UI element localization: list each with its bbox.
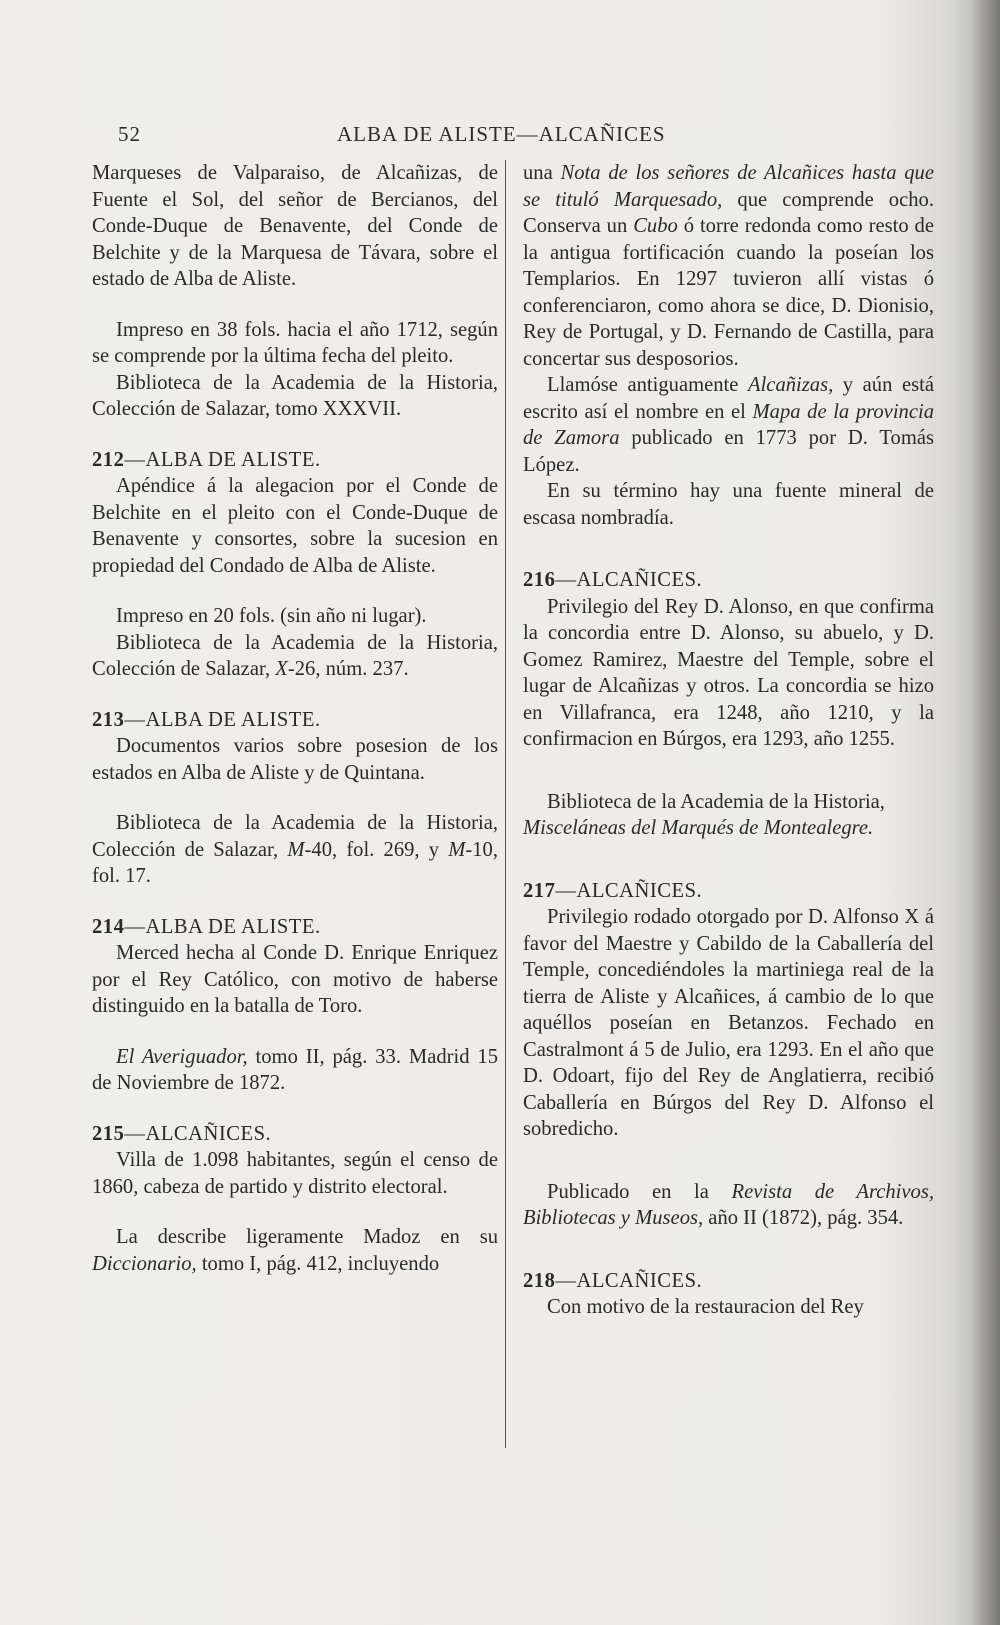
entry-216-title: —ALCAÑICES.	[555, 569, 703, 591]
entry-216-heading	[523, 567, 934, 594]
column-divider	[505, 160, 506, 1448]
intro-impreso: Impreso en 38 fols. hacia el año 1712, según se comprende por la última fecha del pleito.	[92, 318, 498, 367]
cont-b: que comprende ocho. Conserva un	[523, 188, 934, 237]
entry-213-ref2-rest: -10, fol. 17.	[92, 838, 498, 887]
entry-217-text: Privilegio rodado otorgado por D. Alfonso X á favor del Maestre y Cabildo de la Caballería del Temple, concediéndoles la martiniega real de la tierra de Aliste y Alcañices, á cambio de lo que aquéllos poseían en Betanzos. Fechado en Castralmont á 5 de Julio, era 1293. En el año que D. Odoart, fijo del Rey de Anglatierra, recibió Caballería en Búrgos del Rey D. Alfonso el sobredicho.	[523, 906, 934, 1140]
llamose-paragraph	[523, 372, 934, 478]
entry-215-number: 215	[92, 1122, 125, 1145]
entry-214-text: Merced hecha al Conde D. Enrique Enriquez por el Rey Católico, con motivo de haberse distinguido en la batalla de Toro.	[92, 942, 498, 1017]
entry-216-biblioteca: Biblioteca de la Academia de la Historia,	[547, 790, 885, 813]
entry-214-heading	[92, 914, 498, 941]
cont-a: una	[523, 162, 561, 184]
entry-212-ref-letter: X	[275, 658, 288, 680]
entry-217-title: —ALCAÑICES.	[555, 879, 703, 902]
llamose-italic: Alcañizas,	[748, 374, 834, 396]
page-header	[118, 122, 718, 150]
entry-213-ref1-rest: -40, fol. 269, y	[304, 838, 449, 861]
page-edge-shadow	[970, 0, 1000, 1625]
cont-cubo-italic: Cubo	[633, 215, 678, 237]
mapa-italic: Mapa de la provincia de Zamora	[523, 400, 934, 449]
entry-214-source-title: El Averiguador,	[116, 1045, 248, 1068]
llamose-c: publicado en 1773 por D. Tomás López.	[523, 427, 934, 476]
running-title: ALBA DE ALISTE—ALCAÑICES	[337, 122, 666, 146]
page-number: 52	[118, 122, 141, 146]
entry-213-biblioteca-text: Biblioteca de la Academia de la Historia, Colección de Salazar,	[92, 812, 498, 861]
left-column	[92, 160, 498, 1277]
entry-217-number: 217	[523, 879, 556, 902]
entry-212-ref-rest: -26, núm. 237.	[287, 658, 409, 680]
entry-215-madoz-b: tomo I, pág. 412, incluyendo	[196, 1252, 440, 1275]
entry-213-biblioteca	[92, 810, 498, 890]
entry-217-pub-b: año II (1872), pág. 354.	[703, 1207, 904, 1229]
entry-213-title: —ALBA DE ALISTE.	[124, 708, 321, 731]
entry-215-madoz-a: La describe ligeramente Madoz en su	[116, 1226, 498, 1248]
entry-214-source-rest: tomo II, pág. 33. Madrid 15 de Noviembre de 1872.	[92, 1045, 498, 1094]
cont-c: ó torre redonda como resto de la antigua fortificación cuando la poseían los Templarios. En 1297 tuvieron allí vistas ó conferenciaron, como ahora se dice, D. Dionisio, Rey de Portugal, y D. Fernando de Castilla, para concertar sus desposorios.	[523, 215, 934, 370]
entry-215-heading	[92, 1121, 498, 1148]
entry-214-title: —ALBA DE ALISTE.	[124, 915, 321, 938]
entry-213-number: 213	[92, 708, 125, 731]
llamose-a: Llamóse antiguamente	[547, 374, 748, 396]
entry-216-misc	[523, 815, 934, 842]
entry-212-number: 212	[92, 448, 125, 471]
entry-217-pub-a: Publicado en la	[547, 1180, 732, 1203]
fuente-paragraph: En su término hay una fuente mineral de escasa nombradía.	[523, 480, 934, 529]
entry-213-ref2-letter: M	[448, 838, 466, 861]
entry-213-ref1-letter: M	[287, 838, 305, 861]
entry-217-heading	[523, 878, 934, 905]
entry-212-title: —ALBA DE ALISTE.	[124, 448, 321, 471]
entry-218-number: 218	[523, 1269, 556, 1292]
entry-215-madoz-italic: Diccionario,	[92, 1252, 197, 1275]
intro-paragraph: Marqueses de Valparaiso, de Alcañizas, de Fuente el Sol, del señor de Bercianos, del Conde-Duque de Benavente, del Conde de Belchite y de la Marquesa de Távara, sobre el estado de Alba de Aliste.	[92, 162, 498, 290]
continuation-paragraph	[523, 160, 934, 372]
entry-215-title: —ALCAÑICES.	[124, 1122, 272, 1145]
entry-215-text: Villa de 1.098 habitantes, según el censo de 1860, cabeza de partido y distrito electoral.	[92, 1149, 498, 1198]
entry-216-misc-italic: Misceláneas del Marqués de Montealegre.	[523, 817, 874, 839]
entry-212-biblioteca-text: Biblioteca de la Academia de la Historia, Colección de Salazar,	[92, 631, 498, 680]
entry-212-biblioteca	[92, 630, 498, 683]
entry-212-heading	[92, 447, 498, 474]
entry-218-title: —ALCAÑICES.	[555, 1269, 703, 1292]
llamose-b: y aún está escrito así el nombre en el	[523, 374, 934, 423]
entry-214-number: 214	[92, 915, 125, 938]
entry-217-publicado	[523, 1179, 934, 1232]
cont-nota-italic: Nota de los señores de Alcañices hasta que se tituló Marquesado,	[523, 162, 934, 211]
entry-217-pub-italic: Revista de Archivos, Bibliotecas y Museos,	[523, 1180, 934, 1229]
entry-218-heading	[523, 1268, 934, 1295]
entry-216-text: Privilegio del Rey D. Alonso, en que confirma la concordia entre D. Alonso, su abuelo, y D. Gomez Ramirez, Maestre del Temple, sobre el lugar de Alcañizas y otros. La concordia se hizo en Villafranca, era 1248, año 1210, y la confirmacion en Búrgos, era 1293, año 1255.	[523, 595, 934, 750]
entry-212-impreso: Impreso en 20 fols. (sin año ni lugar).	[116, 605, 427, 627]
right-column	[523, 160, 934, 1321]
entry-212-text: Apéndice á la alegacion por el Conde de Belchite en el pleito con el Conde-Duque de Benavente y consortes, sobre la sucesion en propiedad del Condado de Alba de Aliste.	[92, 475, 498, 577]
entry-213-heading	[92, 707, 498, 734]
intro-biblioteca: Biblioteca de la Academia de la Historia, Colección de Salazar, tomo XXXVII.	[92, 371, 498, 420]
entry-214-source	[92, 1044, 498, 1097]
entry-213-text: Documentos varios sobre posesion de los estados en Alba de Aliste y de Quintana.	[92, 735, 498, 784]
entry-218-text: Con motivo de la restauracion del Rey	[547, 1296, 864, 1318]
entry-215-madoz	[92, 1224, 498, 1277]
entry-216-number: 216	[523, 569, 556, 591]
